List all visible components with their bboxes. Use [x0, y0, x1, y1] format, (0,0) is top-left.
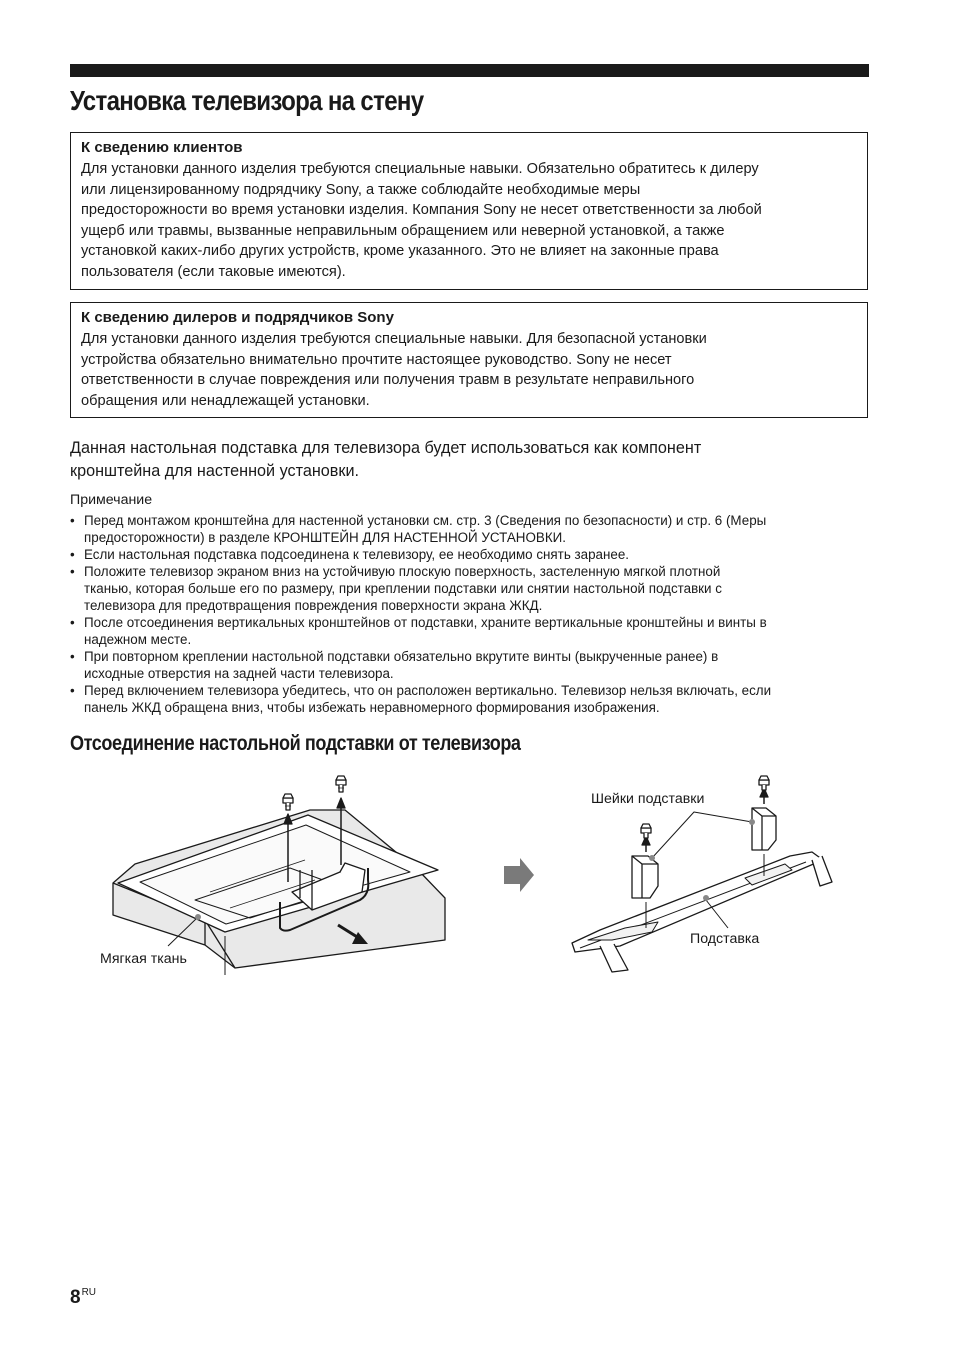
- notice-line: ответственности в случае повреждения или получения травм в результате неправильного: [81, 372, 695, 388]
- notice-line: пользователя (если таковые имеются).: [81, 263, 346, 280]
- section-title: Отсоединение настольной подставки от телевизора: [70, 732, 521, 755]
- intro-paragraph: [70, 437, 870, 483]
- notice-line: устройства обязательно внимательно прочтите настоящее руководство. Sony не несет: [81, 351, 672, 368]
- stand-necks-label: Шейки подставки: [591, 791, 705, 807]
- note-item: [70, 512, 870, 546]
- customers-notice-box: [70, 132, 868, 290]
- notice-line: установкой каких-либо других устройств, кроме указанного. Это не влияет на законные права: [81, 243, 719, 259]
- header-rule: [70, 64, 869, 77]
- bullet-icon: •: [70, 564, 75, 579]
- note-item: [70, 563, 870, 614]
- note-line: Положите телевизор экраном вниз на устойчивую плоскую поверхность, застеленную мягкой плотной: [84, 564, 721, 579]
- dealers-notice-body: [81, 329, 857, 411]
- intro-line: кронштейна для настенной установки.: [70, 462, 359, 480]
- page-language: RU: [81, 1287, 97, 1298]
- screw-icon: [283, 794, 293, 810]
- stand-label: Подставка: [690, 931, 760, 947]
- dealers-notice-box: [70, 302, 868, 418]
- note-line: исходные отверстия на задней части телевизора.: [84, 666, 394, 681]
- notice-line: обращения или ненадлежащей установки.: [81, 392, 370, 409]
- note-line: Если настольная подставка подсоединена к телевизору, ее необходимо снять заранее.: [84, 547, 630, 562]
- note-line: При повторном креплении настольной подставки обязательно вкрутите винты (выкрученные ранее) в: [84, 649, 719, 664]
- screw-icon: [759, 776, 769, 790]
- page-title: Установка телевизора на стену: [70, 85, 424, 116]
- arrow-right-icon: [504, 858, 534, 892]
- note-line: предосторожности) в разделе КРОНШТЕЙН ДЛЯ НАСТЕННОЙ УСТАНОВКИ.: [84, 530, 566, 545]
- notice-line: или лицензированному подрядчику Sony, а также соблюдайте необходимые меры: [81, 181, 641, 198]
- screw-icon: [641, 824, 651, 838]
- notes-list: [70, 512, 870, 716]
- notice-line: Для установки данного изделия требуются специальные навыки. Обязательно обратитесь к дилеру: [81, 161, 759, 177]
- bullet-icon: •: [70, 683, 75, 698]
- bullet-icon: •: [70, 547, 75, 562]
- notice-line: предосторожности во время установки изделия. Компания Sony не несет ответственности за любой: [81, 202, 762, 218]
- soft-cloth-label: Мягкая ткань: [100, 951, 187, 967]
- note-line: панель ЖКД обращена вниз, чтобы избежать неравномерного формирования изображения.: [84, 700, 660, 715]
- screw-icon: [336, 776, 346, 792]
- notice-line: Для установки данного изделия требуются специальные навыки. Для безопасной установки: [81, 331, 707, 347]
- bullet-icon: •: [70, 649, 75, 664]
- note-line: Перед монтажом кронштейна для настенной установки см. стр. 3 (Сведения по безопасности) и стр. 6 (Меры: [84, 513, 767, 528]
- bullet-icon: •: [70, 513, 75, 528]
- stand-base-shape: [572, 852, 832, 972]
- stand-removal-illustration: [0, 760, 954, 1020]
- note-item: [70, 614, 870, 648]
- note-line: Перед включением телевизора убедитесь, что он расположен вертикально. Телевизор нельзя включать, если: [84, 683, 772, 698]
- customers-notice-body: [81, 159, 857, 282]
- note-line: телевизора для предотвращения повреждения поверхности экрана ЖКД.: [84, 598, 543, 613]
- note-item: [70, 648, 870, 682]
- notice-line: ущерб или травмы, вызванные неправильным обращением или неверной установкой, а также: [81, 222, 725, 239]
- illustration-drawing: [0, 760, 954, 1020]
- note-line: После отсоединения вертикальных кронштейнов от подставки, храните вертикальные кронштейны и винты в: [84, 615, 767, 630]
- page-number-value: 8: [70, 1287, 81, 1308]
- page-number: [70, 1281, 96, 1310]
- note-line: надежном месте.: [84, 632, 192, 647]
- intro-line: Данная настольная подставка для телевизора будет использоваться как компонент: [70, 439, 702, 457]
- dealers-notice-title: К сведению дилеров и подрядчиков Sony: [81, 309, 394, 326]
- note-item: [70, 682, 870, 716]
- bullet-icon: •: [70, 615, 75, 630]
- note-item: [70, 546, 870, 563]
- note-line: тканью, которая больше его по размеру, при креплении подставки или снятии настольной подставки с: [84, 581, 722, 596]
- note-heading: Примечание: [70, 492, 153, 508]
- customers-notice-title: К сведению клиентов: [81, 139, 243, 156]
